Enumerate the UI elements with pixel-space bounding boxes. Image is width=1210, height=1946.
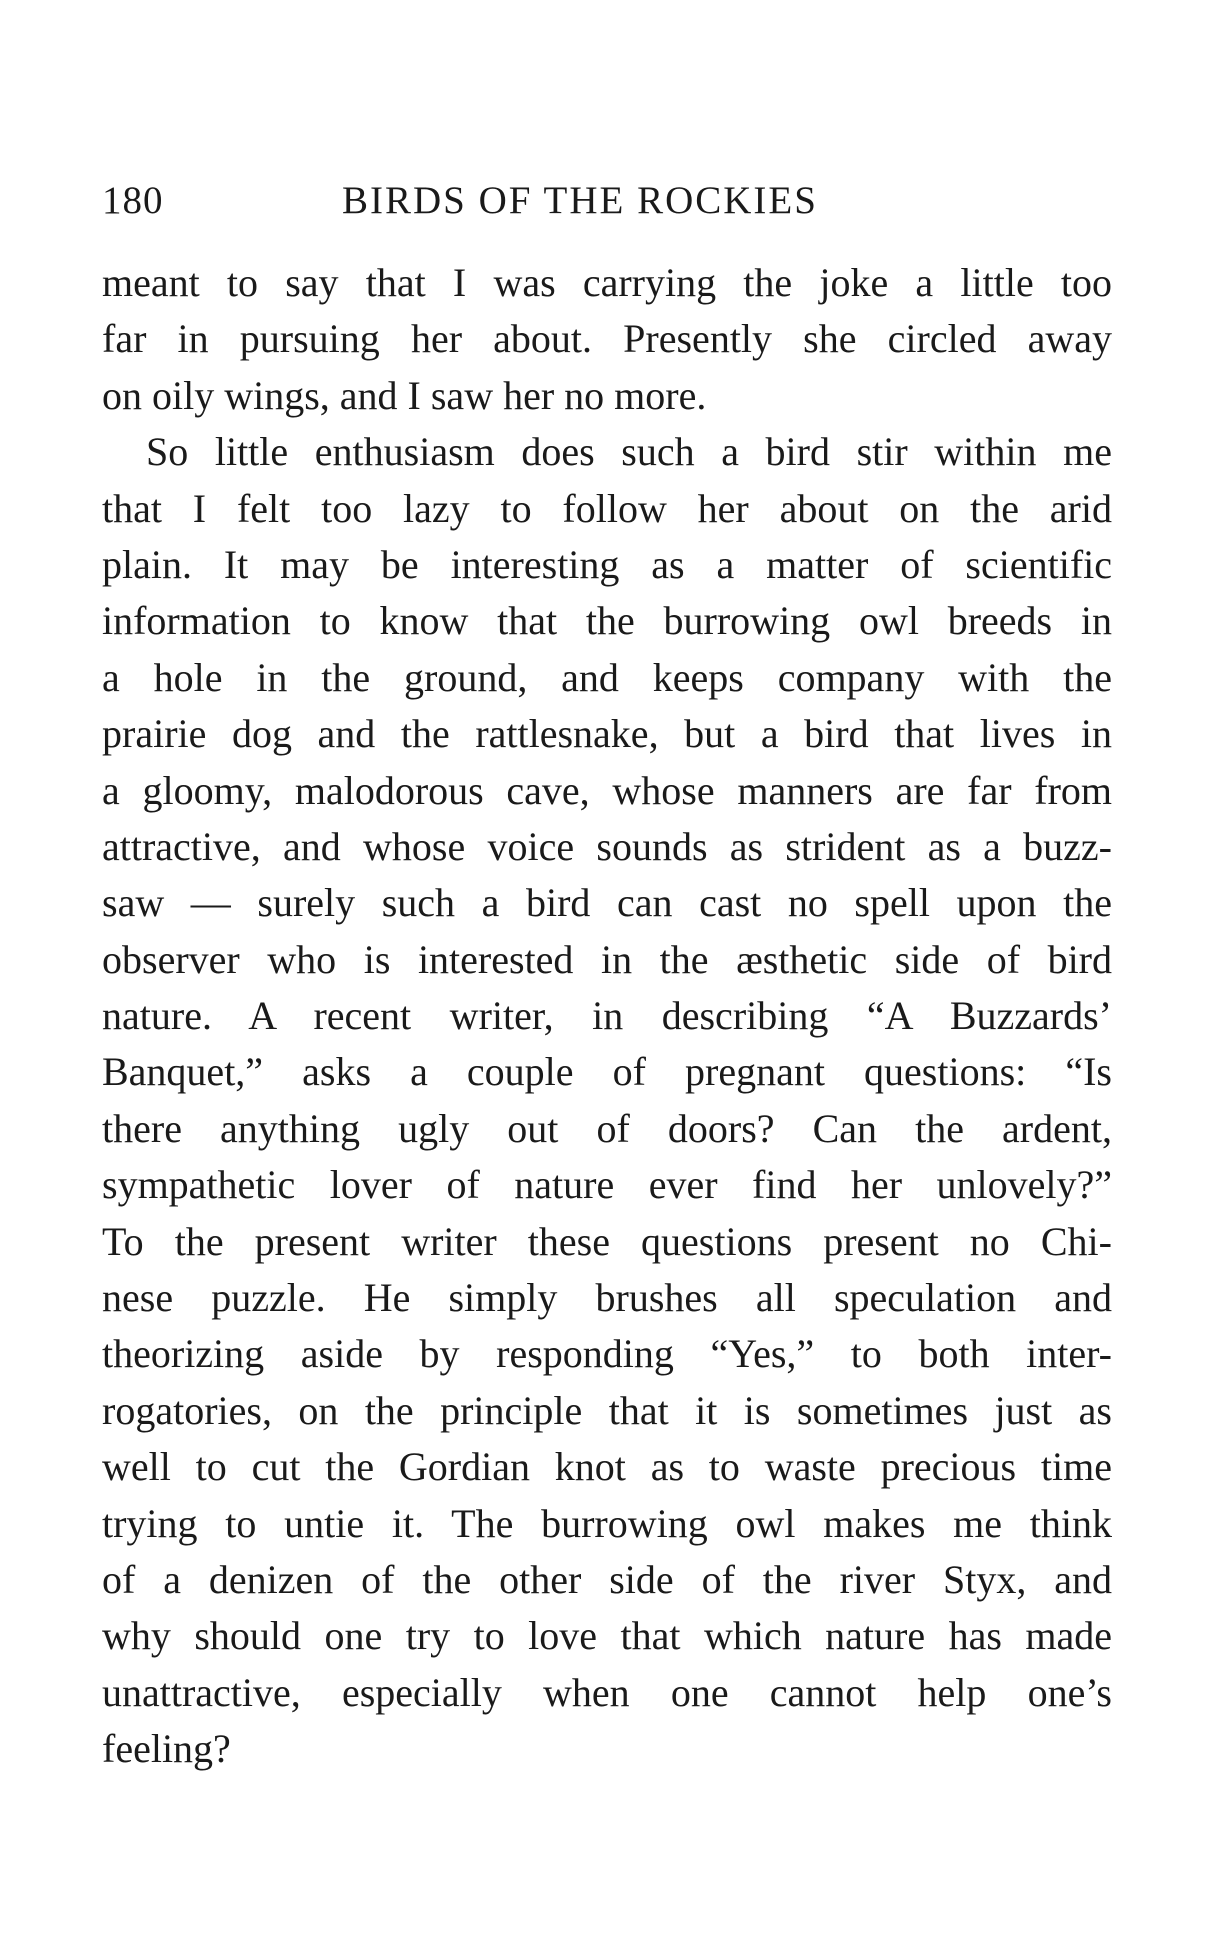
text-line: there anything ugly out of doors? Can the ardent, — [102, 1105, 1112, 1151]
book-title: BIRDS OF THE ROCKIES — [342, 179, 818, 222]
text-line: rogatories, on the principle that it is sometimes just as — [102, 1387, 1112, 1433]
text-line: on oily wings, and I saw her no more. — [102, 372, 707, 418]
text-line: attractive, and whose voice sounds as strident as a buzz- — [102, 823, 1112, 869]
text-line: trying to untie it. The burrowing owl makes me think — [102, 1500, 1112, 1546]
text-line: information to know that the burrowing owl breeds in — [102, 598, 1112, 644]
text-line: So little enthusiasm does such a bird stir within me — [146, 429, 1112, 475]
text-line: unattractive, especially when one cannot help one’s — [102, 1669, 1112, 1715]
text-line: sympathetic lover of nature ever find her unlovely?” — [102, 1162, 1112, 1208]
text-line: theorizing aside by responding “Yes,” to both inter- — [102, 1331, 1112, 1377]
text-line: that I felt too lazy to follow her about on the arid — [102, 485, 1112, 531]
text-line: nese puzzle. He simply brushes all speculation and — [102, 1275, 1112, 1321]
text-line: Banquet,” asks a couple of pregnant questions: “Is — [102, 1049, 1112, 1095]
text-line: a hole in the ground, and keeps company with the — [102, 654, 1112, 700]
text-line: saw — surely such a bird can cast no spell upon the — [102, 880, 1112, 926]
text-line: why should one try to love that which nature has made — [102, 1613, 1112, 1659]
text-line: To the present writer these questions present no Chi- — [102, 1218, 1112, 1264]
text-line: meant to say that I was carrying the joke a little too — [102, 260, 1112, 305]
body-text — [102, 255, 1112, 1778]
text-line: a gloomy, malodorous cave, whose manners are far from — [102, 767, 1112, 813]
text-line: feeling? — [102, 1726, 231, 1772]
text-line: of a denizen of the other side of the river Styx, and — [102, 1556, 1112, 1602]
text-line: plain. It may be interesting as a matter of scientific — [102, 541, 1112, 587]
text-line: well to cut the Gordian knot as to waste precious time — [102, 1444, 1112, 1490]
text-line: nature. A recent writer, in describing “A Buzzards’ — [102, 993, 1112, 1039]
text-line: observer who is interested in the æsthetic side of bird — [102, 936, 1112, 982]
text-line: far in pursuing her about. Presently she circled away — [102, 316, 1112, 362]
text-line: prairie dog and the rattlesnake, but a bird that lives in — [102, 711, 1112, 757]
running-head — [102, 178, 1112, 228]
page-number: 180 — [102, 179, 164, 222]
